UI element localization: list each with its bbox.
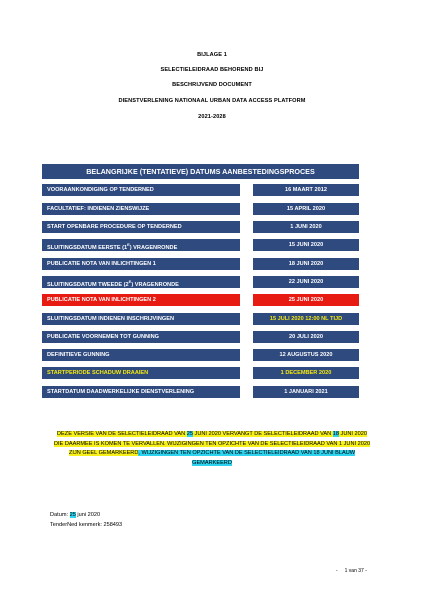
subtitle-line: SELECTIELEIDRAAD BEHOREND BIJ (160, 67, 264, 73)
row-label: STARTPERIODE SCHADUW DRAAIEN (42, 367, 240, 379)
page-number (336, 568, 367, 574)
row-date: 18 JUNI 2020 (253, 258, 359, 270)
table-row (42, 221, 359, 233)
row-label-part: SLUITINGSDATUM TWEEDE (2 (47, 281, 129, 288)
row-date: 15 JUNI 2020 (253, 239, 359, 251)
service-title: DIENSTVERLENING NATIONAAL URBAN DATA ACCESS PLATFORM (118, 98, 306, 104)
row-date: 1 JANUARI 2021 (253, 386, 359, 398)
superscript: E (128, 279, 132, 284)
note-text: JUNI 2020 VERVANGT DE SELECTIELEIDRAAD VAN (192, 431, 333, 437)
period: 2021-2028 (198, 114, 226, 120)
row-date: 16 MAART 2012 (253, 184, 359, 196)
row-label: FACULTATIEF: INDIENEN ZIENSWIJZE (42, 203, 240, 215)
row-label (42, 239, 240, 251)
row-label: PUBLICATIE NOTA VAN INLICHTINGEN 1 (42, 258, 240, 270)
row-label-part: ) VRAGENRONDE (131, 281, 179, 288)
row-date: 1 JUNI 2020 (253, 221, 359, 233)
note-text: 25 (186, 431, 193, 437)
annex-label: BIJLAGE 1 (197, 52, 227, 58)
table-row (42, 203, 359, 215)
table-row (42, 276, 359, 288)
row-date: 1 DECEMBER 2020 (253, 367, 359, 379)
table-row (42, 367, 359, 379)
row-label: VOORAANKONDIGING OP TENDERNED (42, 184, 240, 196)
subtitle-line: BESCHRIJVEND DOCUMENT (172, 82, 252, 88)
reference-number: TenderNed kenmerk: 258493 (50, 522, 123, 528)
page-count: 1 van 37 - (344, 568, 367, 574)
table-row (42, 386, 359, 398)
table-row (42, 184, 359, 196)
table-row (42, 331, 359, 343)
date-label: Datum: (50, 512, 70, 518)
note-text: , WIJZIGINGEN TEN OPZICHTE VAN DE SELECTIELEIDRAAD VAN 18 JUNI BLAUW GEMARKEERD (138, 450, 356, 466)
row-label-part: SLUITINGSDATUM EERSTE (1 (47, 244, 128, 251)
row-date: 20 JULI 2020 (253, 331, 359, 343)
table-row-highlighted (42, 294, 359, 306)
row-date: 25 JUNI 2020 (253, 294, 359, 306)
row-date: 12 AUGUSTUS 2020 (253, 349, 359, 361)
date-rest: juni 2020 (75, 512, 101, 518)
row-label (42, 276, 240, 288)
note-text: DEZE VERSIE VAN DE SELECTIELEIDRAAD VAN (57, 431, 187, 437)
note-text: 18 (332, 431, 339, 437)
row-label: DEFINITIEVE GUNNING (42, 349, 240, 361)
row-label: START OPENBARE PROCEDURE OP TENDERNED (42, 221, 240, 233)
row-label: PUBLICATIE VOORNEMEN TOT GUNNING (42, 331, 240, 343)
superscript: E (127, 242, 130, 247)
table-row (42, 349, 359, 361)
page-dash: - (336, 568, 338, 574)
table-title: BELANGRIJKE (TENTATIEVE) DATUMS AANBESTEDINGSPROCES (42, 164, 359, 179)
row-label: PUBLICATIE NOTA VAN INLICHTINGEN 2 (42, 294, 240, 306)
row-label: SLUITINGSDATUM INDIENEN INSCHRIJVINGEN (42, 313, 240, 325)
date-line (50, 512, 100, 518)
date-day: 25 (69, 512, 76, 518)
table-row (42, 313, 359, 325)
row-date: 15 APRIL 2020 (253, 203, 359, 215)
table-row (42, 258, 359, 270)
row-date: 15 JULI 2020 12:00 NL TIJD (253, 313, 359, 325)
table-row (42, 239, 359, 251)
row-label: STARTDATUM DAADWERKELIJKE DIENSTVERLENING (42, 386, 240, 398)
row-date: 22 JUNI 2020 (253, 276, 359, 288)
version-note (52, 430, 372, 468)
row-label-part: ) VRAGENRONDE (129, 244, 178, 251)
note-text: JUNI 2020 DIE DAARMEE IS KOMEN TE VERVALLEN. WIJZIGINGEN TEN OPZICHTE VAN DE SELECTIELEIDRAAD VAN 1 JUNI 2020 ZIJN GEEL GEMARKEERD (53, 431, 371, 457)
